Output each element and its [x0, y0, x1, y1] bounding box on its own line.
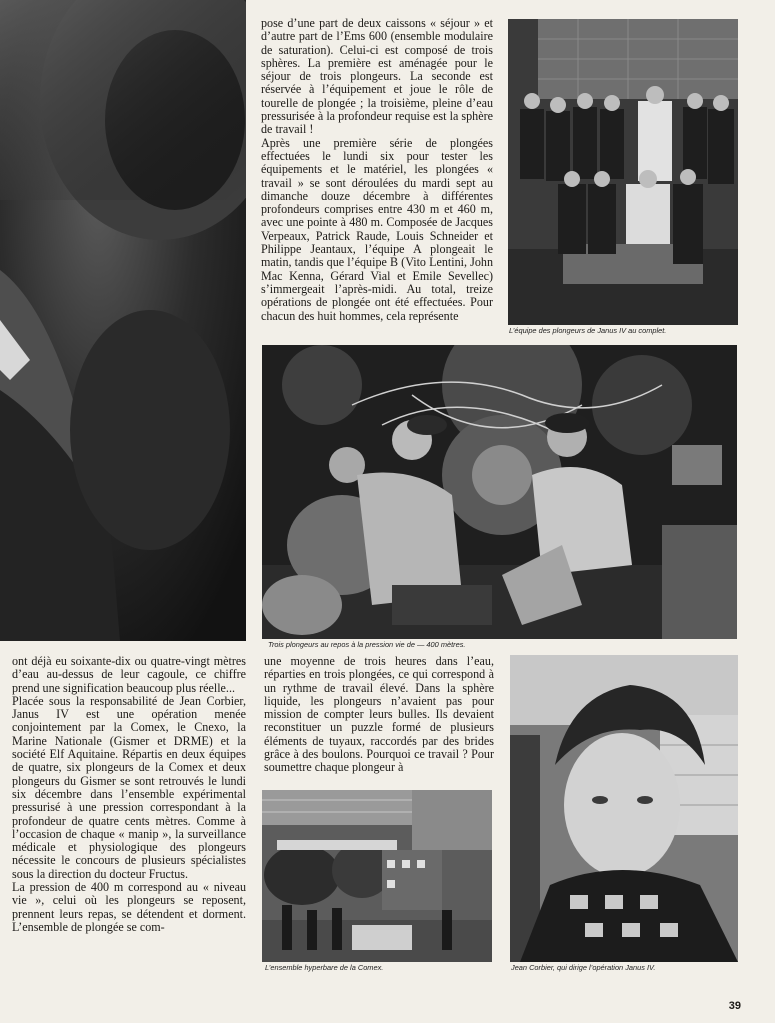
team-photo — [508, 19, 738, 325]
paragraph: ont déjà eu soixante-dix ou quatre-vingt mètres d’eau au-dessus de leur cagoule, ce chiffre prend une signification beaucoup plus réelle... — [12, 654, 246, 695]
paragraph: Placée sous la responsabilité de Jean Corbier, Janus IV est une opération menée conjointement par la Comex, le Cnexo, la Marine Nationale (Gismer et DRME) et la société Elf Aquitaine. Répartis en deux équipes de quatre, six plongeurs de la Comex et deux plongeurs du Gismer se sont retrouvés le lundi six décembre dans l’ensemble expérimental pressurisé à une pression correspondant à la profondeur de quatre cents mètres. Comme à l’occasion de chaque « manip », la surveillance médicale et physiologique des plongeurs nécessite le concours de plusieurs spécialistes sous la direction du docteur Fructus. — [12, 693, 246, 881]
hyperbaric-photo-caption: L’ensemble hyperbare de la Comex. — [265, 963, 384, 972]
diver-closeup-photo — [0, 0, 246, 641]
chamber-divers-photo — [262, 345, 737, 639]
team-photo-caption: L’équipe des plongeurs de Janus IV au complet. — [509, 326, 667, 335]
hyperbaric-complex-photo — [262, 790, 492, 962]
article-column-middle — [264, 655, 494, 775]
article-column-left — [12, 655, 246, 934]
chamber-photo-caption: Trois plongeurs au repos à la pression vie de — 400 mètres. — [268, 640, 466, 649]
paragraph: une moyenne de trois heures dans l’eau, réparties en trois plongées, ce qui correspond à un rythme de travail élevé. Dans la sphère liquide, les plongeurs n’avaient pas pour mission de compter leurs bulles. Ils devaient reconstituer un puzzle formé de plusieurs éléments de tuyaux, raccordés par des brides grâce à des boulons. Pourquoi ce travail ? Pour soumettre chaque plongeur à — [264, 654, 494, 775]
corbier-photo-caption: Jean Corbier, qui dirige l’opération Janus IV. — [511, 963, 656, 972]
paragraph: Après une première série de plongées effectuées le lundi six pour tester les équipements et le matériel, les plongées « travail » se sont déroulées du mardi sept au dimanche douze décembre à différentes profondeurs comprises entre 430 m et 460 m, avec une pointe à 480 m. Composée de Jacques Verpeaux, Patrick Raude, Louis Schneider et Philippe Jeantaux, l’équipe A plongeait le matin, tandis que l’équipe B (Vito Lentini, John Mac Kenna, Gérard Vial et Emile Sevellec) s’immergeait l’après-midi. Au total, treize opérations de plongée ont été effectuées. Pour chacun des huit hommes, cela représente — [261, 135, 493, 323]
page-number: 39 — [728, 1000, 741, 1012]
corbier-portrait-photo — [510, 655, 738, 962]
article-column-top — [261, 17, 493, 323]
paragraph: La pression de 400 m correspond au « niveau vie », celui où les plongeurs se reposent, prennent leurs repas, se détendent et dorment. L’ensemble de plongée se com- — [12, 880, 246, 934]
paragraph: pose d’une part de deux caissons « séjour » et d’autre part de l’Ems 600 (ensemble modulaire de saturation). Celui-ci est composé de trois sphères. La première est aménagée pour le séjour de trois plongeurs. La seconde est réservée à l’équipement et joue le rôle de tourelle de plongée ; la troisième, pleine d’eau pressurisée à la profondeur requise est la sphère de travail ! — [261, 16, 493, 137]
